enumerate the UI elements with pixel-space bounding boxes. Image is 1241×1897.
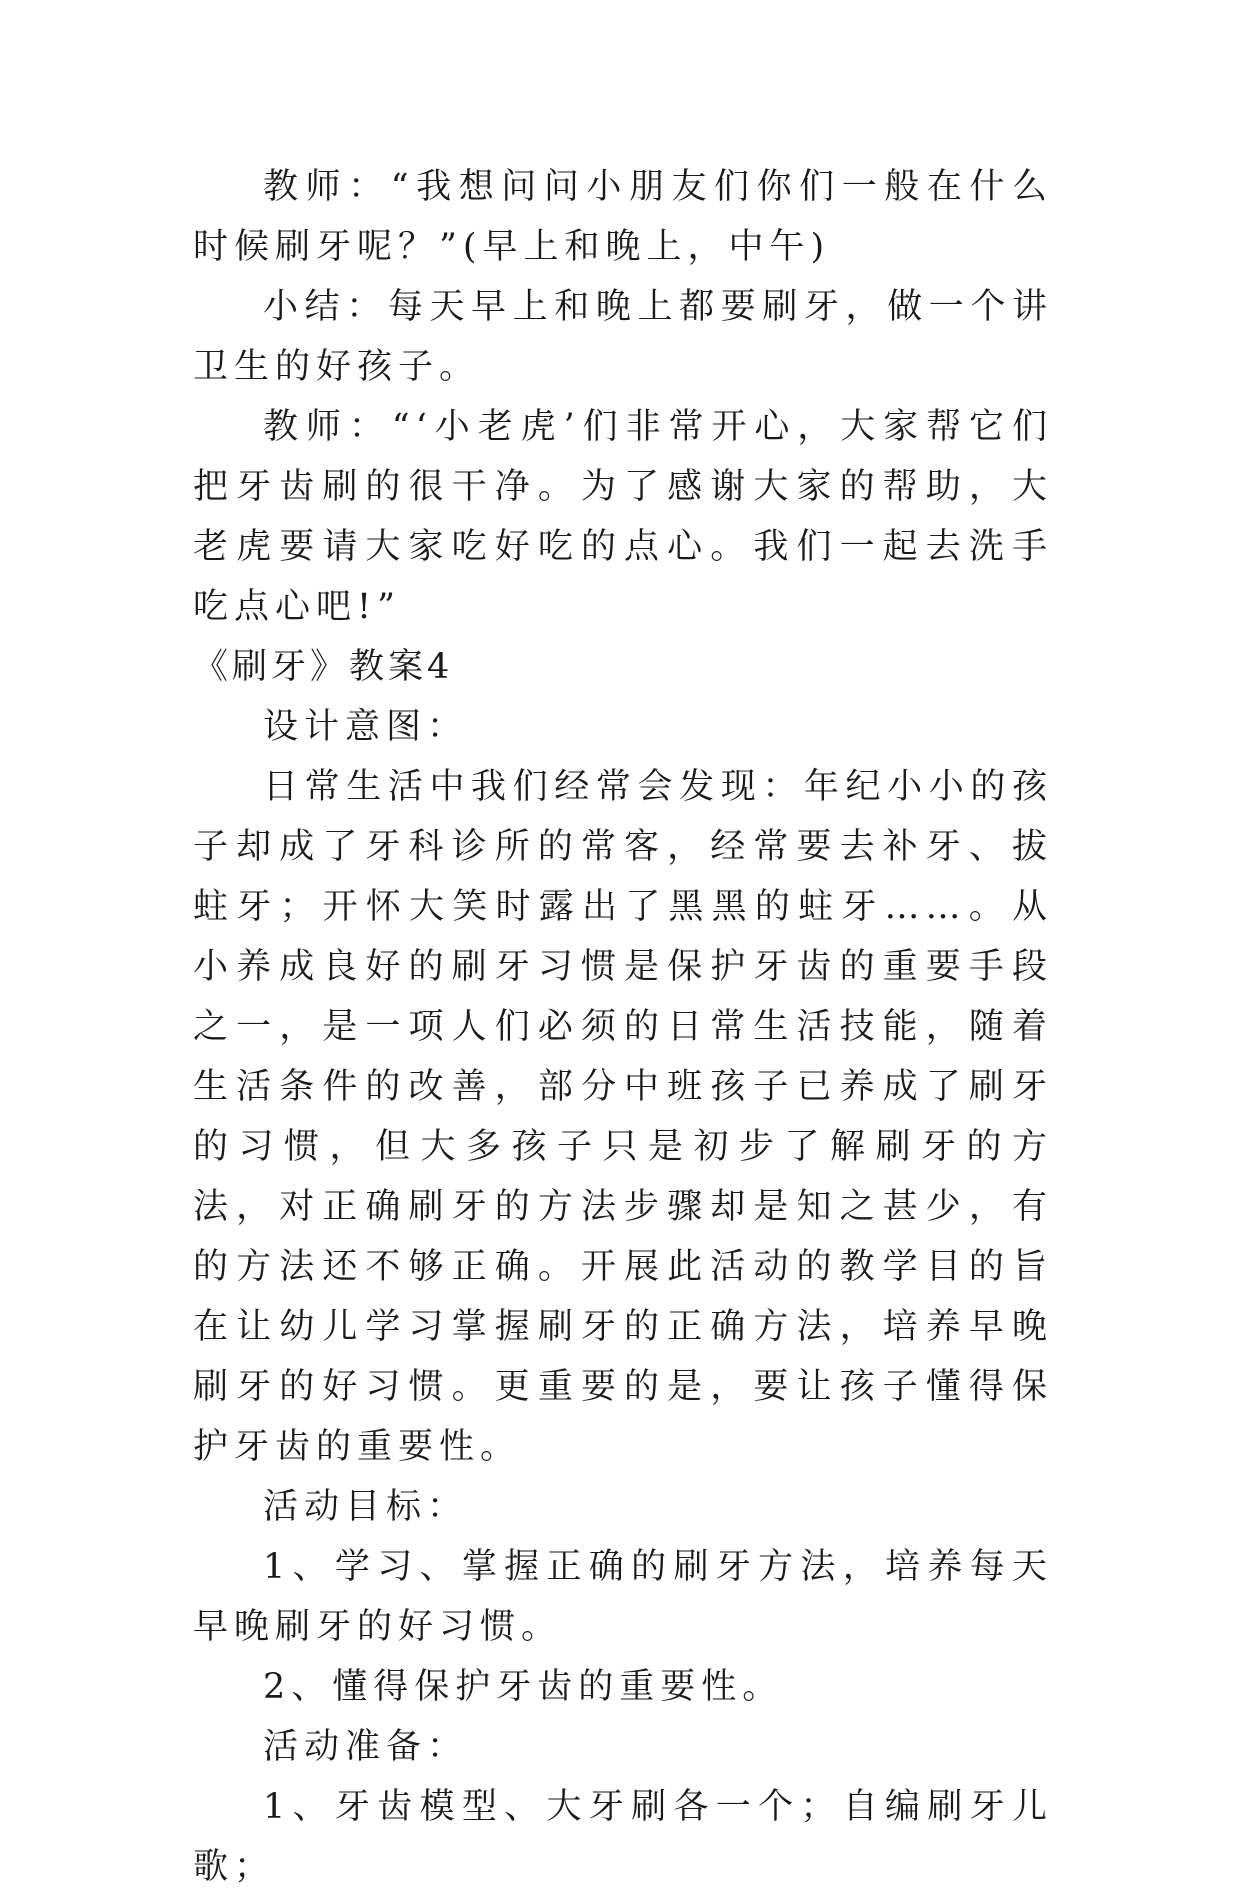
summary-paragraph: 小结：每天早上和晚上都要刷牙，做一个讲卫生的好孩子。 bbox=[193, 287, 1053, 387]
goal-item: 2、懂得保护牙齿的重要性。 bbox=[263, 1667, 784, 1707]
goals-label: 活动目标： bbox=[263, 1487, 469, 1527]
section-title: 《刷牙》教案4 bbox=[193, 647, 454, 687]
prep-item: 1、牙齿模型、大牙刷各一个；自编刷牙儿歌； bbox=[193, 1787, 1053, 1887]
design-label: 设计意图： bbox=[263, 707, 469, 747]
design-paragraph: 日常生活中我们经常会发现：年纪小小的孩子却成了牙科诊所的常客，经常要去补牙、拔蛀牙；开怀大笑时露出了黑黑的蛀牙……。从小养成良好的刷牙习惯是保护牙齿的重要手段之一，是一项人们必须的日常生活技能，随着生活条件的改善，部分中班孩子已养成了刷牙的习惯，但大多孩子只是初步了解刷牙的方法，对正确刷牙的方法步骤却是知之甚少，有的方法还不够正确。开展此活动的教学目的旨在让幼儿学习掌握刷牙的正确方法，培养早晚刷牙的好习惯。更重要的是，要让孩子懂得保护牙齿的重要性。 bbox=[193, 767, 1053, 1467]
goal-item: 1、学习、掌握正确的刷牙方法，培养每天早晚刷牙的好习惯。 bbox=[193, 1547, 1053, 1647]
dialogue-paragraph: 教师：“我想问问小朋友们你们一般在什么时候刷牙呢？”(早上和晚上，中午) bbox=[193, 167, 1053, 267]
document-body bbox=[193, 157, 1053, 1897]
dialogue-paragraph: 教师：“‘小老虎’们非常开心，大家帮它们把牙齿刷的很干净。为了感谢大家的帮助，大老虎要请大家吃好吃的点心。我们一起去洗手吃点心吧!” bbox=[193, 407, 1053, 627]
prep-label: 活动准备： bbox=[263, 1727, 469, 1767]
